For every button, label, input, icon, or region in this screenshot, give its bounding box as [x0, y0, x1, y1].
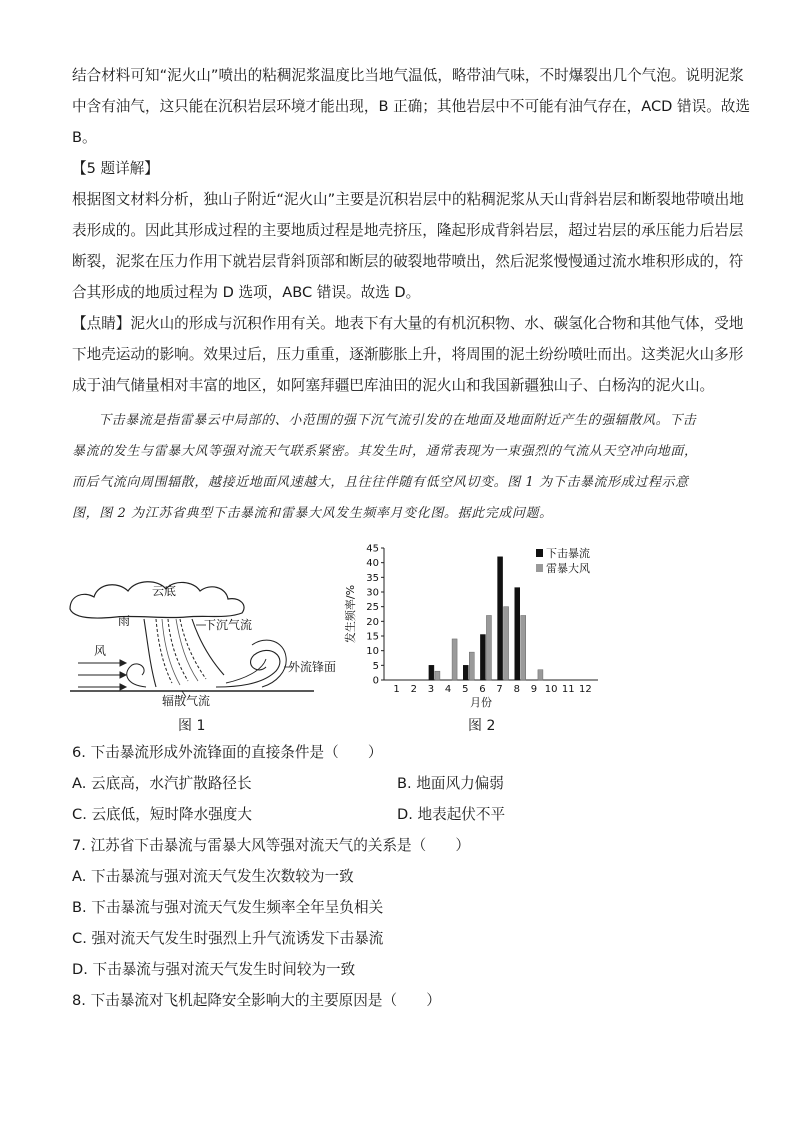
question-7-stem: 7. 江苏省下击暴流与雷暴大风等强对流天气的关系是（ ） [72, 837, 471, 854]
bar-downburst [480, 635, 485, 680]
q6-option-d[interactable]: D. 地表起伏不平 [397, 806, 506, 823]
bar-thunderstorm-wind [452, 639, 457, 680]
passage-line: 暴流的发生与雷暴大风等强对流天气联系紧密。其发生时，通常表现为一束强烈的气流从天空冲向地面， [72, 444, 698, 459]
q5-line: 合其形成的地质过程为 D 选项，ABC 错误。故选 D。 [72, 284, 421, 301]
passage [72, 405, 720, 529]
q6-option-a[interactable]: A. 云底高，水汽扩散路径长 [72, 775, 252, 792]
outflow-front-label: 外流锋面 [288, 660, 337, 674]
x-tick-label: 10 [544, 684, 558, 695]
y-tick-label: 5 [372, 660, 379, 672]
y-tick-label: 20 [366, 616, 379, 628]
bar-downburst [498, 557, 503, 680]
x-tick-label: 1 [393, 684, 400, 695]
x-tick-label: 8 [513, 684, 520, 695]
x-tick-label: 3 [427, 684, 435, 695]
downdraft-label: 下沉气流 [204, 618, 253, 632]
y-tick-label: 25 [366, 602, 379, 614]
passage-line: 而后气流向周围辐散，越接近地面风速越大，且往往伴随有低空风切变。图 1 为下击暴流形成过程示意 [72, 475, 689, 490]
y-tick-label: 35 [366, 572, 379, 584]
q7-option-c[interactable]: C. 强对流天气发生时强烈上升气流诱发下击暴流 [72, 930, 384, 947]
figure2-chart [340, 538, 610, 708]
bar-thunderstorm-wind [538, 670, 543, 680]
tip-line: 成于油气储量相对丰富的地区，如阿塞拜疆巴库油田的泥火山和我国新疆独山子、白杨沟的泥火山。 [72, 377, 715, 394]
radial-flow-label: 辐散气流 [162, 694, 211, 708]
x-tick-label: 12 [579, 684, 592, 695]
q5-line: 表形成的。因此其形成过程的主要地质过程是地壳挤压，隆起形成背斜岩层，超过岩层的承压能力后岩层 [72, 222, 744, 239]
y-tick-label: 30 [366, 587, 379, 599]
x-tick-label: 2 [410, 684, 417, 695]
x-tick-label: 5 [462, 684, 469, 695]
legend-swatch [536, 549, 543, 557]
x-tick-label: 11 [561, 684, 575, 695]
bar-thunderstorm-wind [504, 607, 509, 680]
figure1-caption: 图 1 [178, 718, 206, 734]
x-tick-label: 4 [444, 684, 452, 695]
analysis-line: 中含有油气，这只能在沉积岩层环境才能出现，B 正确；其他岩层中不可能有油气存在，ACD 错误。故选 [72, 98, 750, 115]
y-tick-label: 40 [366, 558, 379, 570]
y-tick-label: 45 [366, 543, 379, 555]
y-tick-label: 10 [366, 646, 379, 658]
x-tick-label: 7 [496, 684, 503, 695]
x-tick-label: 6 [479, 684, 486, 695]
y-tick-label: 15 [366, 631, 379, 643]
tip-line: 下地壳运动的影响。效果过后，压力重重，逐渐膨胀上升，将周围的泥土纷纷喷吐而出。这类泥火山多形 [72, 346, 744, 363]
bar-thunderstorm-wind [521, 615, 526, 680]
wind-arrows [78, 660, 126, 690]
question-6-stem: 6. 下击暴流形成外流锋面的直接条件是（ ） [72, 744, 383, 761]
rain-label: 雨 [118, 614, 131, 628]
legend-label: 雷暴大风 [546, 562, 590, 575]
passage-line: 图，图 2 为江苏省典型下击暴流和雷暴大风发生频率月变化图。据此完成问题。 [72, 506, 553, 521]
bar-thunderstorm-wind [486, 615, 491, 680]
figure2-caption: 图 2 [468, 718, 496, 734]
tip-line: 【点睛】泥火山的形成与沉积作用有关。地表下有大量的有机沉积物、水、碳氢化合物和其他气体，受地 [72, 315, 744, 332]
wind-label: 风 [94, 644, 107, 658]
bar-downburst [515, 588, 520, 680]
q7-option-a[interactable]: A. 下击暴流与强对流天气发生次数较为一致 [72, 868, 354, 885]
q7-option-d[interactable]: D. 下击暴流与强对流天气发生时间较为一致 [72, 961, 356, 978]
bar-downburst [463, 665, 468, 680]
bar-thunderstorm-wind [435, 671, 440, 680]
analysis-line: B。 [72, 129, 97, 146]
y-axis-label: 发生频率/% [344, 584, 357, 644]
y-tick-label: 0 [372, 675, 379, 687]
figure1-diagram [66, 575, 366, 710]
q6-option-b[interactable]: B. 地面风力偏弱 [397, 775, 504, 792]
q5-line: 断裂，泥浆在压力作用下就岩层背斜顶部和断层的破裂地带喷出，然后泥浆慢慢通过流水堆积形成的，符 [72, 253, 744, 270]
legend-swatch [536, 564, 543, 572]
analysis-line: 结合材料可知“泥火山”喷出的粘稠泥浆温度比当地气温低，略带油气味，不时爆裂出几个气泡。说明泥浆 [72, 67, 744, 84]
q6-option-c[interactable]: C. 云底低，短时降水强度大 [72, 806, 253, 823]
legend-label: 下击暴流 [546, 547, 590, 560]
question-8-stem: 8. 下击暴流对飞机起降安全影响大的主要原因是（ ） [72, 992, 441, 1009]
q7-option-b[interactable]: B. 下击暴流与强对流天气发生频率全年呈负相关 [72, 899, 384, 916]
cloud-base-label: 云底 [152, 584, 177, 598]
q5-line: 根据图文材料分析，独山子附近“泥火山”主要是沉积岩层中的粘稠泥浆从天山背斜岩层和断裂地带喷出地 [72, 191, 744, 208]
q5-header: 【5 题详解】 [72, 160, 159, 177]
x-tick-label: 9 [530, 684, 538, 695]
bar-thunderstorm-wind [469, 652, 474, 680]
x-axis-label: 月份 [470, 696, 492, 708]
passage-line: 下击暴流是指雷暴云中局部的、小范围的强下沉气流引发的在地面及地面附近产生的强辐散风。下击 [98, 413, 697, 428]
bar-downburst [429, 665, 434, 680]
